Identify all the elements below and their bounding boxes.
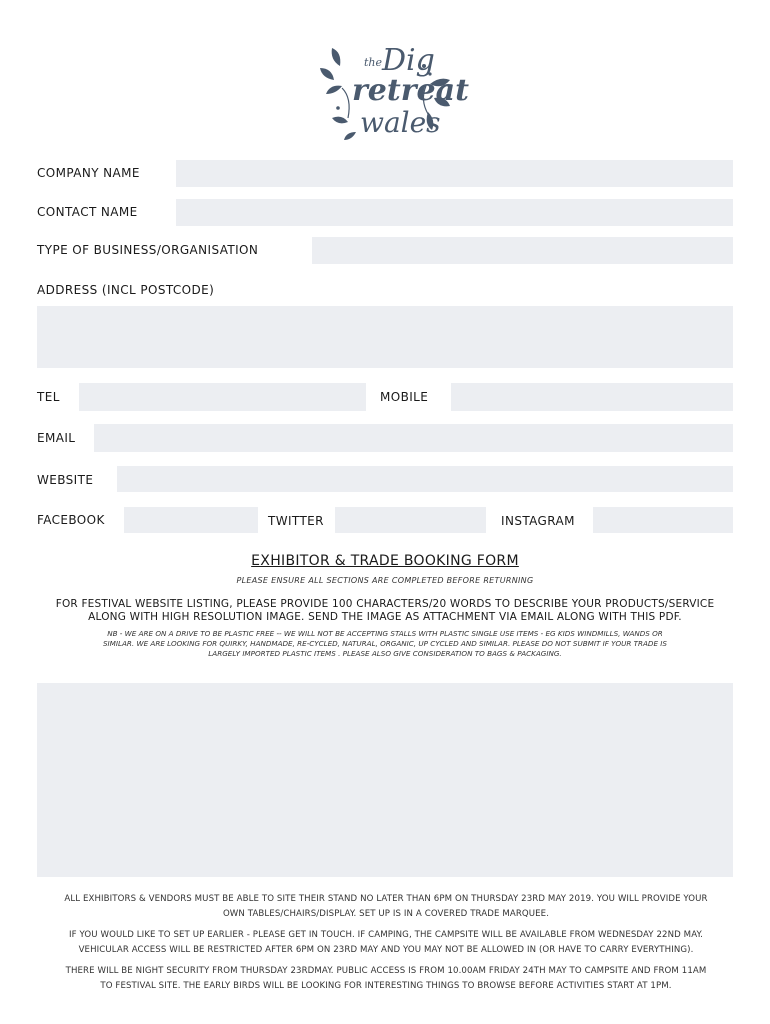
- footer-p1-line2: OWN TABLES/CHAIRS/DISPLAY. SET UP IS IN A COVERED TRADE MARQUEE.: [222, 909, 550, 919]
- business-type-field[interactable]: [312, 237, 733, 264]
- listing-instructions-line2: ALONG WITH HIGH RESOLUTION IMAGE. SEND THE IMAGE AS ATTACHMENT VIA EMAIL ALONG WITH THIS PDF.: [88, 611, 682, 623]
- footer-p2-line1: IF YOU WOULD LIKE TO SET UP EARLIER - PLEASE GET IN TOUCH. IF CAMPING, THE CAMPSITE WILL BE AVAILABLE FROM WEDNESDAY 22ND MAY.: [69, 930, 703, 940]
- instagram-field[interactable]: [593, 507, 733, 533]
- logo-graphic: [318, 36, 469, 142]
- logo-text-line1: Dig: [382, 43, 435, 78]
- address-label: ADDRESS (INCL POSTCODE): [37, 283, 215, 297]
- website-label: WEBSITE: [37, 473, 94, 487]
- tel-label: TEL: [37, 390, 60, 404]
- email-label: EMAIL: [37, 431, 76, 445]
- company-name-field[interactable]: [176, 160, 733, 187]
- logo-text-line2: retreat: [352, 73, 469, 108]
- footer-p1-line1: ALL EXHIBITORS & VENDORS MUST BE ABLE TO SITE THEIR STAND NO LATER THAN 6PM ON THURSDAY 23RD MAY 2019. YOU WILL PROVIDE YOUR: [64, 894, 708, 904]
- email-field[interactable]: [94, 424, 733, 452]
- footer-p3-line1: THERE WILL BE NIGHT SECURITY FROM THURSDAY 23RDMAY. PUBLIC ACCESS IS FROM 10.00AM FRIDAY 24TH MAY TO CAMPSITE AND FROM 11AM: [65, 966, 707, 976]
- twitter-field[interactable]: [335, 507, 486, 533]
- logo-text-line3: wales: [360, 106, 441, 139]
- form-title: EXHIBITOR & TRADE BOOKING FORM: [251, 553, 519, 569]
- contact-name-field[interactable]: [176, 199, 733, 226]
- description-field[interactable]: [37, 683, 733, 877]
- facebook-label: FACEBOOK: [37, 513, 105, 527]
- footer-p2-line2: VEHICULAR ACCESS WILL BE RESTRICTED AFTER 6PM ON 23RD MAY AND YOU MAY NOT BE ALLOWED IN (OR HAVE TO CARRY EVERYTHING).: [78, 945, 694, 955]
- nb-note-line3: LARGELY IMPORTED PLASTIC ITEMS . PLEASE ALSO GIVE CONSIDERATION TO BAGS & PACKAGING.: [208, 649, 562, 658]
- company-name-label: COMPANY NAME: [37, 166, 140, 180]
- website-field[interactable]: [117, 466, 733, 492]
- logo-text-top: the: [364, 56, 383, 69]
- address-field[interactable]: [37, 306, 733, 368]
- festival-logo: [318, 36, 469, 142]
- tel-field[interactable]: [79, 383, 366, 411]
- facebook-field[interactable]: [124, 507, 258, 533]
- mobile-field[interactable]: [451, 383, 733, 411]
- contact-name-label: CONTACT NAME: [37, 205, 138, 219]
- nb-note-line1: NB - WE ARE ON A DRIVE TO BE PLASTIC FREE -- WE WILL NOT BE ACCEPTING STALLS WITH PLASTIC SINGLE USE ITEMS - EG KIDS WINDMILLS, WANDS OR: [107, 629, 663, 638]
- mobile-label: MOBILE: [380, 390, 429, 404]
- business-type-label: TYPE OF BUSINESS/ORGANISATION: [37, 243, 259, 257]
- footer-p3-line2: TO FESTIVAL SITE. THE EARLY BIRDS WILL BE LOOKING FOR INTERESTING THINGS TO BROWSE BEFORE ACTIVITIES START AT 1PM.: [100, 981, 672, 991]
- instagram-label: INSTAGRAM: [501, 514, 575, 528]
- twitter-label: TWITTER: [268, 514, 324, 528]
- listing-instructions-line1: FOR FESTIVAL WEBSITE LISTING, PLEASE PROVIDE 100 CHARACTERS/20 WORDS TO DESCRIBE YOUR PRODUCTS/SERVICE: [55, 598, 715, 610]
- nb-note-line2: SIMILAR. WE ARE LOOKING FOR QUIRKY, HANDMADE, RE-CYCLED, NATURAL, ORGANIC, UP CYCLED AND SIMILAR. PLEASE DO NOT SUBMIT IF YOUR TRADE IS: [103, 639, 667, 648]
- form-subtitle: PLEASE ENSURE ALL SECTIONS ARE COMPLETED BEFORE RETURNING: [236, 576, 534, 585]
